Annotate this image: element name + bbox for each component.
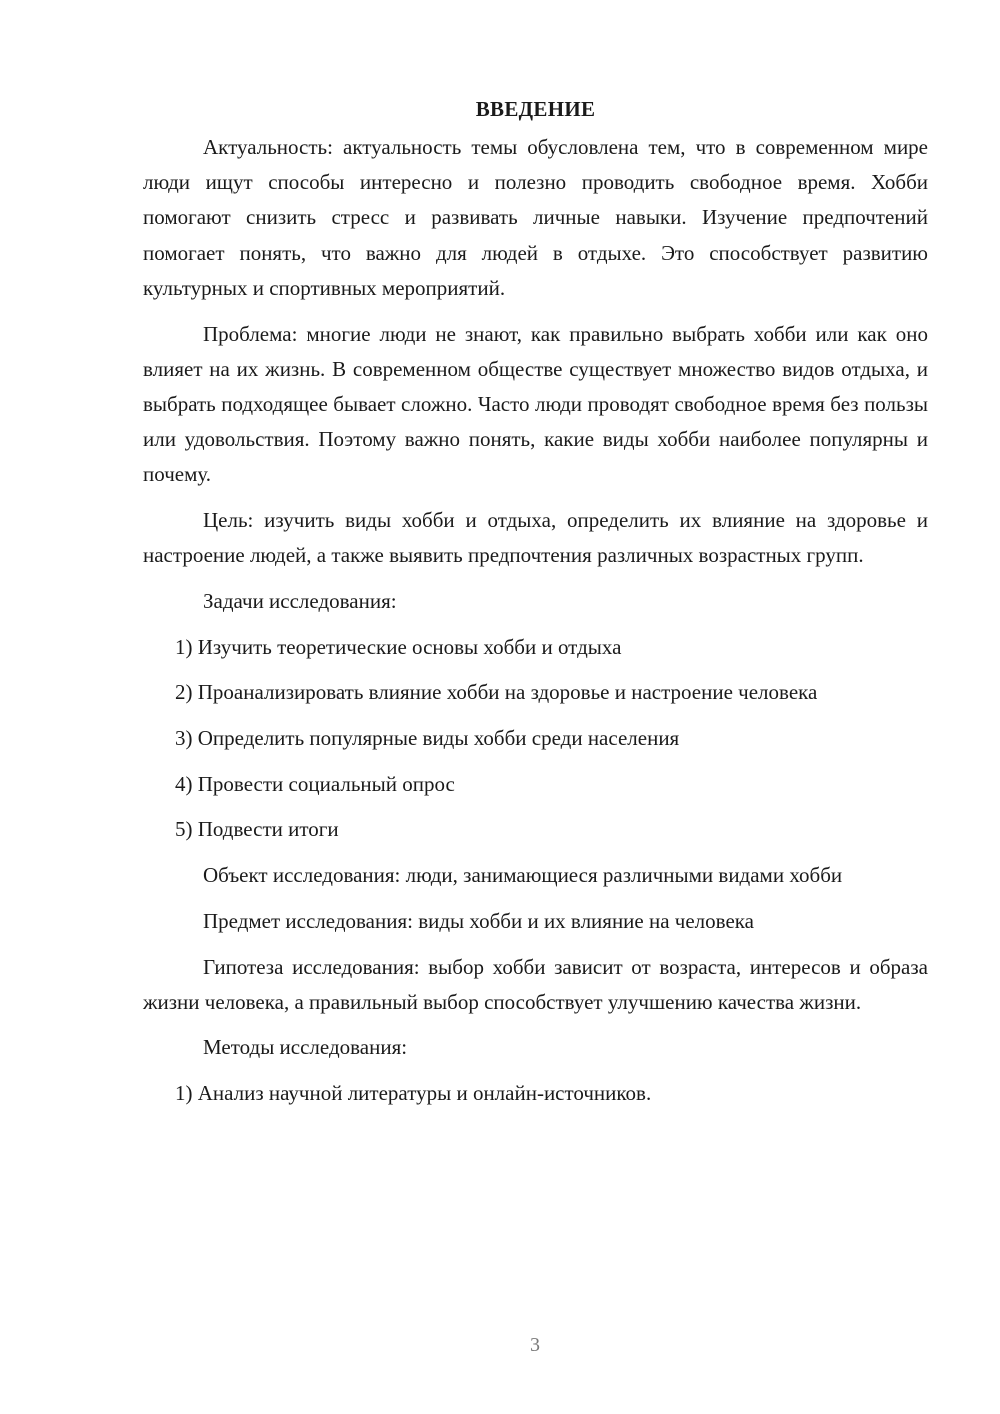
problem-paragraph: Проблема: многие люди не знают, как правильно выбрать хобби или как оно влияет на их жизнь. В современном обществе существует множество видов отдыха, и выбрать подходящее бывает сложно. Часто люди проводят свободное время без пользы или удовольствия. Поэтому важно понять, какие виды хобби наиболее популярны и почему. bbox=[143, 321, 928, 487]
document-page bbox=[143, 92, 928, 1122]
hypothesis-paragraph: Гипотеза исследования: выбор хобби зависит от возраста, интересов и образа жизни человека, а правильный выбор способствует улучшению качества жизни. bbox=[143, 954, 928, 1014]
task-item-5: 5) Подвести итоги bbox=[175, 817, 339, 842]
goal-paragraph: Цель: изучить виды хобби и отдыха, определить их влияние на здоровье и настроение людей, а также выявить предпочтения различных возрастных групп. bbox=[143, 508, 928, 568]
subject-paragraph: Предмет исследования: виды хобби и их влияние на человека bbox=[203, 908, 754, 933]
task-item-3: 3) Определить популярные виды хобби среди населения bbox=[175, 726, 680, 751]
relevance-paragraph: Актуальность: актуальность темы обусловлена тем, что в современном мире люди ищут способы интересно и полезно проводить свободное время. Хобби помогают снизить стресс и развивать личные навыки. Изучение предпочтений помогает понять, что важно для людей в отдыхе. Это способствует развитию культурных и спортивных мероприятий. bbox=[143, 135, 928, 300]
section-title: ВВЕДЕНИЕ bbox=[475, 97, 596, 121]
object-paragraph: Объект исследования: люди, занимающиеся различными видами хобби bbox=[203, 863, 843, 888]
task-item-1: 1) Изучить теоретические основы хобби и отдыха bbox=[175, 634, 622, 659]
method-item-1: 1) Анализ научной литературы и онлайн-источников. bbox=[175, 1081, 652, 1106]
task-item-4: 4) Провести социальный опрос bbox=[175, 771, 455, 796]
task-item-2: 2) Проанализировать влияние хобби на здоровье и настроение человека bbox=[175, 680, 818, 705]
methods-heading: Методы исследования: bbox=[203, 1035, 408, 1060]
tasks-heading: Задачи исследования: bbox=[203, 588, 397, 613]
page-number: 3 bbox=[530, 1334, 540, 1356]
